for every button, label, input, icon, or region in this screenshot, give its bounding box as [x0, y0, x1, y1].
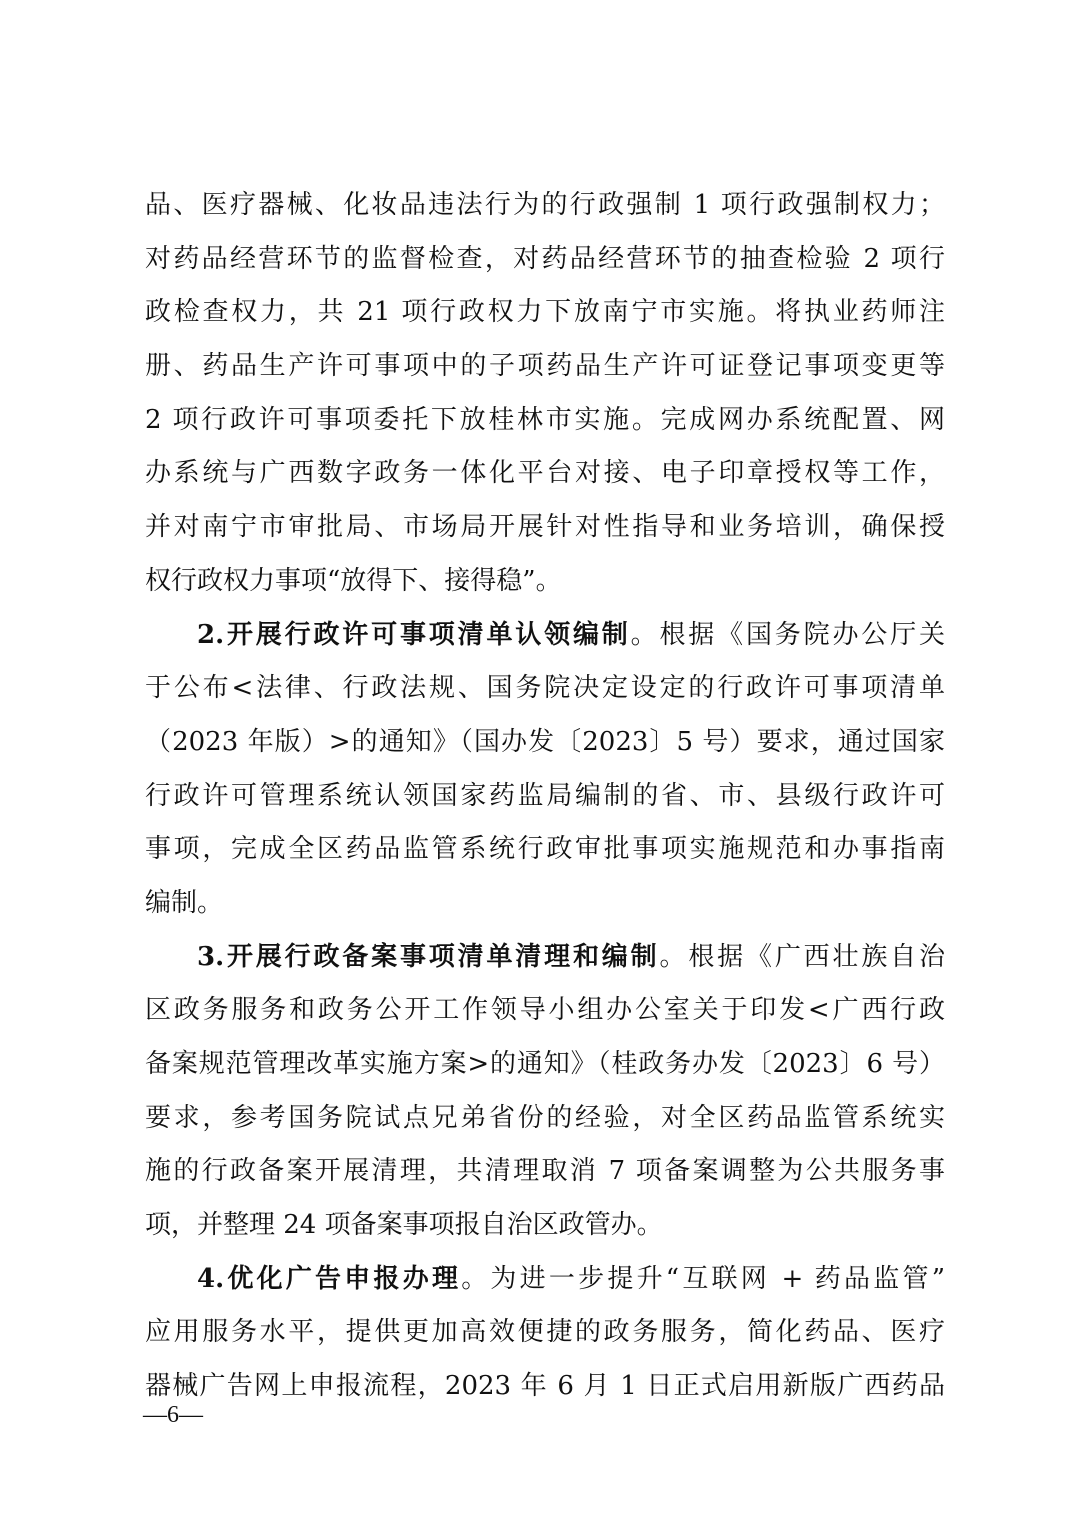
text-line: 事项，完成全区药品监管系统行政审批事项实施规范和办事指南 [145, 834, 945, 865]
paragraph-first-line [145, 931, 945, 985]
text-line: （2023 年版）>的通知》（国办发〔2023〕5 号）要求，通过国家 [145, 726, 945, 757]
text-line: 编制。 [145, 887, 224, 918]
section-heading: 4.优化广告申报办理 [197, 1263, 462, 1294]
text-line: 要求，参考国务院试点兄弟省份的经验，对全区药品监管系统实 [145, 1102, 945, 1133]
text-line: 项，并整理 24 项备案事项报自治区政管办。 [145, 1210, 663, 1241]
text-run: 。根据《广西壮族自治 [659, 941, 945, 972]
text-line: 并对南宁市审批局、市场局开展针对性指导和业务培训，确保授 [145, 512, 945, 543]
paragraph-first-line [145, 609, 945, 663]
text-line: 备案规范管理改革实施方案>的通知》（桂政务办发〔2023〕6 号） [145, 1049, 945, 1079]
text-line: 办系统与广西数字政务一体化平台对接、电子印章授权等工作， [145, 458, 945, 489]
text-line: 应用服务水平，提供更加高效便捷的政务服务，简化药品、医疗 [145, 1317, 945, 1348]
body-text [145, 179, 945, 1414]
text-line: 器械广告网上申报流程，2023 年 6 月 1 日正式启用新版广西药品 [145, 1371, 945, 1402]
text-line: 册、药品生产许可事项中的子项药品生产许可证登记事项变更等 [145, 351, 945, 382]
text-line: 施的行政备案开展清理，共清理取消 7 项备案调整为公共服务事 [145, 1156, 945, 1187]
text-run: 。为进一步提升“互联网 + 药品监管” [461, 1263, 945, 1294]
section-heading: 2.开展行政许可事项清单认领编制 [197, 619, 631, 650]
text-line: 行政许可管理系统认领国家药监局编制的省、市、县级行政许可 [145, 780, 945, 811]
text-line: 权行政权力事项“放得下、接得稳”。 [145, 565, 562, 596]
text-line: 对药品经营环节的监督检查，对药品经营环节的抽查检验 2 项行 [145, 243, 945, 274]
text-line: 品、医疗器械、化妆品违法行为的行政强制 1 项行政强制权力； [145, 190, 945, 220]
text-line: 区政务服务和政务公开工作领导小组办公室关于印发<广西行政 [145, 995, 945, 1026]
text-line: 政检查权力，共 21 项行政权力下放南宁市实施。将执业药师注 [145, 297, 945, 328]
section-heading: 3.开展行政备案事项清单清理和编制 [197, 941, 660, 972]
paragraph-first-line [145, 1253, 945, 1307]
page-number: —6— [143, 1402, 203, 1428]
text-line: 2 项行政许可事项委托下放桂林市实施。完成网办系统配置、网 [145, 404, 945, 435]
text-run: 。根据《国务院办公厅关 [630, 619, 945, 650]
text-line: 于公布<法律、行政法规、国务院决定设定的行政许可事项清单 [145, 673, 945, 704]
